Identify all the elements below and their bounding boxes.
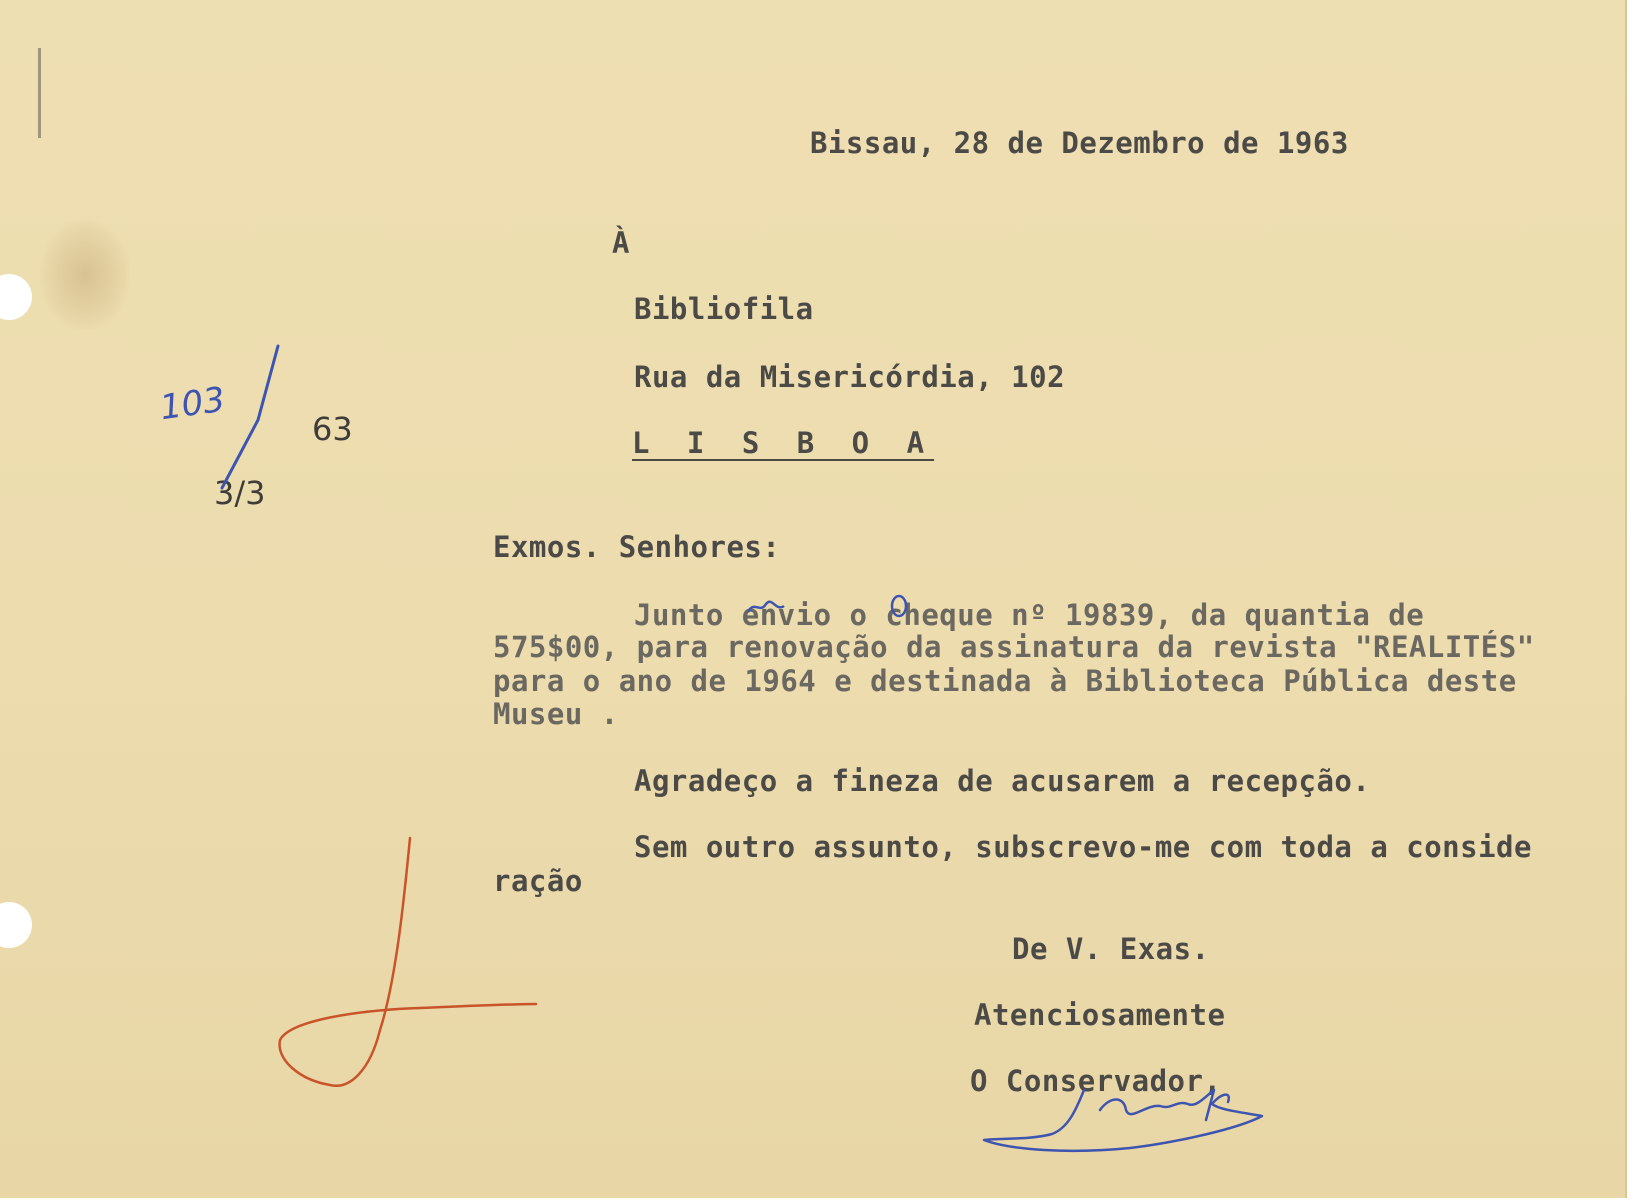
handwritten-ref-year: 63 [312,410,353,448]
recipient-city: L I S B O A [632,426,935,460]
recipient-address: Rua da Misericórdia, 102 [634,360,1066,394]
closing-line: Sem outro assunto, subscrevo-me com toda a conside [634,830,1532,864]
red-check-mark [280,838,536,1086]
handwritten-ref-number: 103 [157,379,228,429]
place-date: Bissau, 28 de Dezembro de 1963 [810,126,1349,160]
sign-off: Atenciosamente [974,998,1226,1032]
body-line: 575$00, para renovação da assinatura da revista "REALITÉS" [493,630,1535,664]
handwritten-ref-fraction: 3/3 [214,474,266,512]
recipient-name: Bibliofila [634,292,814,326]
signatory-title: O Conservador, [970,1064,1222,1098]
correction-mark [748,602,784,612]
body-line: Museu . [493,697,619,731]
salutation: Exmos. Senhores: [493,530,781,564]
body-line: Junto envio o cheque nº 19839, da quantia de [634,598,1425,632]
closing-line: ração [493,864,583,898]
recipient-prefix: À [612,226,630,260]
thanks-line: Agradeço a fineza de acusarem a recepção. [634,764,1371,798]
signature [984,1090,1262,1151]
correction-mark [892,596,906,616]
sign-off: De V. Exas. [1012,932,1210,966]
blue-slash [222,346,278,488]
body-line: para o ano de 1964 e destinada à Biblioteca Pública deste [493,664,1517,698]
